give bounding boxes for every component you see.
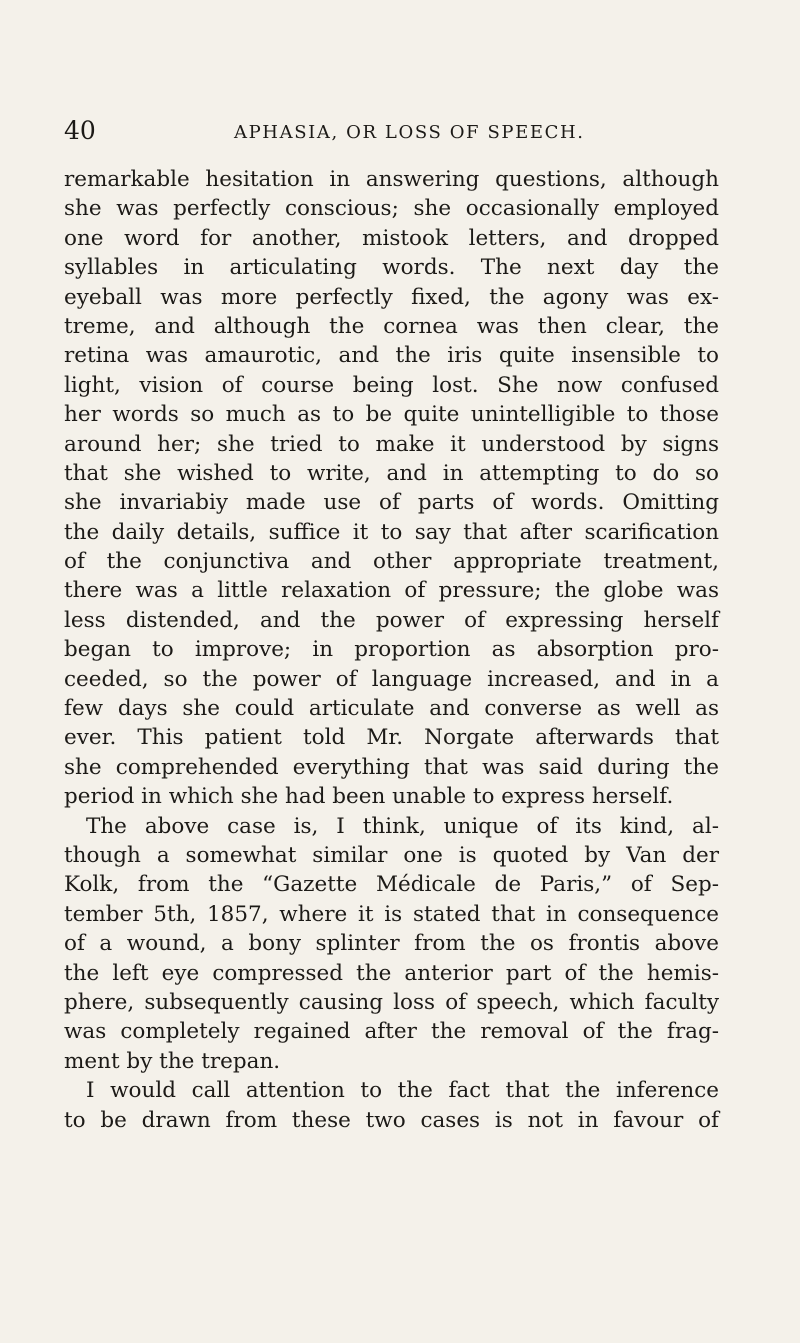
text-line: was completely regained after the removal of the frag- bbox=[64, 1019, 719, 1045]
text-line: she comprehended everything that was said during the bbox=[64, 754, 719, 780]
text-line: remarkable hesitation in answering questions, although bbox=[64, 167, 719, 192]
text-line: tember 5th, 1857, where it is stated that in consequence bbox=[64, 901, 719, 927]
text-line: she was perfectly conscious; she occasionally employed bbox=[64, 196, 719, 222]
text-line: began to improve; in proportion as absorption pro- bbox=[64, 637, 719, 663]
text-line: around her; she tried to make it understood by signs bbox=[64, 431, 719, 457]
text-line: light, vision of course being lost. She now confused bbox=[64, 372, 719, 398]
text-line: period in which she had been unable to express herself. bbox=[64, 784, 674, 810]
text-line: one word for another, mistook letters, and dropped bbox=[64, 225, 719, 251]
text-line: less distended, and the power of expressing herself bbox=[64, 607, 719, 633]
text-line: though a somewhat similar one is quoted by Van der bbox=[64, 842, 719, 868]
text-line: treme, and although the cornea was then clear, the bbox=[64, 313, 719, 339]
text-line: retina was amaurotic, and the iris quite insensible to bbox=[64, 343, 719, 369]
text-line: phere, subsequently causing loss of speech, which faculty bbox=[64, 989, 719, 1015]
text-line: there was a little relaxation of pressure; the globe was bbox=[64, 578, 719, 604]
running-head bbox=[64, 116, 724, 150]
text-line: few days she could articulate and converse as well as bbox=[64, 696, 719, 722]
text-line: she invariabiy made use of parts of words. Omitting bbox=[64, 490, 719, 516]
text-line: syllables in articulating words. The next day the bbox=[64, 255, 719, 281]
text-line: The above case is, I think, unique of its kind, al- bbox=[86, 813, 719, 839]
text-line: that she wished to write, and in attempting to do so bbox=[64, 460, 719, 486]
text-line: eyeball was more perfectly fixed, the agony was ex- bbox=[64, 284, 719, 310]
text-line: Kolk, from the “Gazette Médicale de Paris,” of Sep- bbox=[64, 872, 719, 898]
text-line: her words so much as to be quite unintelligible to those bbox=[64, 402, 719, 428]
running-title: APHASIA, OR LOSS OF SPEECH. bbox=[234, 122, 585, 143]
body-text bbox=[64, 165, 719, 1135]
text-line: of a wound, a bony splinter from the os frontis above bbox=[64, 931, 719, 957]
page-number: 40 bbox=[64, 116, 96, 145]
text-line: ceeded, so the power of language increased, and in a bbox=[64, 666, 719, 692]
text-line: ever. This patient told Mr. Norgate afterwards that bbox=[64, 725, 719, 751]
text-line: the left eye compressed the anterior part of the hemis- bbox=[64, 960, 719, 986]
text-line: to be drawn from these two cases is not in favour of bbox=[64, 1107, 719, 1133]
text-line: I would call attention to the fact that the inference bbox=[86, 1078, 719, 1104]
text-line: ment by the trepan. bbox=[64, 1048, 281, 1074]
text-line: of the conjunctiva and other appropriate treatment, bbox=[64, 549, 719, 575]
text-line: the daily details, suffice it to say that after scarification bbox=[64, 519, 719, 545]
